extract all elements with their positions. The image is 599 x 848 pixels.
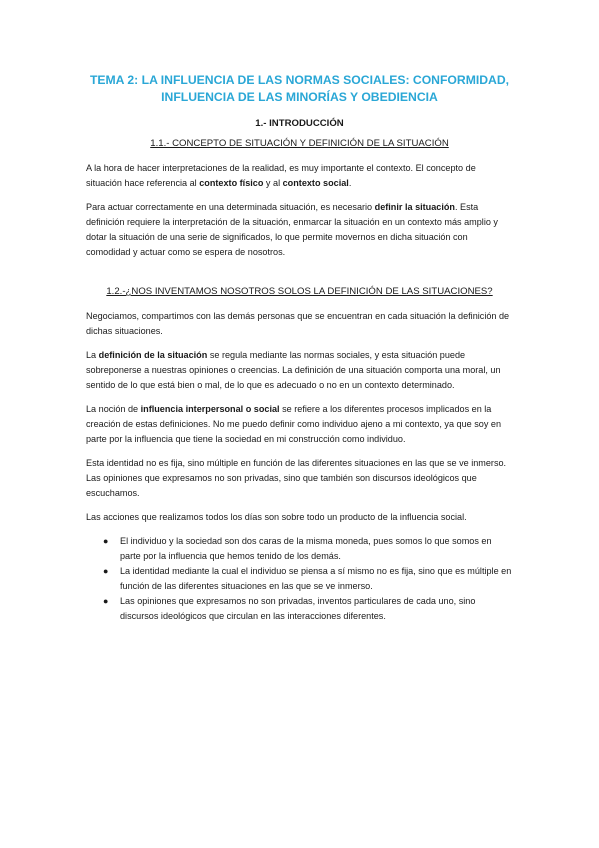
text-run: La [86, 350, 99, 360]
list-item-text: La identidad mediante la cual el individuo se piensa a sí mismo no es fija, sino que es múltiple en función de las diferentes situaciones en las que se ve inmerso. [120, 566, 512, 591]
subsection-heading-1-1: 1.1.- CONCEPTO DE SITUACIÓN Y DEFINICIÓN DE LA SITUACIÓN [150, 138, 449, 149]
document-title [86, 72, 513, 106]
title-line-1: TEMA 2: LA INFLUENCIA DE LAS NORMAS SOCIALES: CONFORMIDAD, [89, 73, 510, 87]
paragraph [86, 402, 513, 447]
text-run: . [348, 178, 352, 188]
text-run: se regula mediante las normas sociales, y esta situación puede sobreponerse a nuestras opiniones o creencias. La definición de una situación comporta una moral, un sentido de lo que está bien o mal, de lo que es adecuado o no en un contexto determinado. [86, 350, 501, 390]
bullet-list [86, 534, 513, 624]
subsection-heading-1-2: 1.2.-¿NOS INVENTAMOS NOSOTROS SOLOS LA DEFINICIÓN DE LAS SITUACIONES? [106, 286, 493, 297]
bold-term: definición de la situación [98, 350, 208, 360]
paragraph: Negociamos, compartimos con las demás personas que se encuentran en cada situación la definición de dichas situaciones. [86, 311, 510, 336]
list-item-text: El individuo y la sociedad son dos caras de la misma moneda, pues somos lo que somos en parte por la influencia que hemos tenido de los demás. [120, 536, 492, 561]
list-item [103, 534, 513, 564]
paragraph [86, 200, 513, 260]
bold-term: contexto social [282, 178, 349, 188]
bold-term: influencia interpersonal o social [140, 404, 280, 414]
section-heading-introduccion: 1.- INTRODUCCIÓN [255, 118, 344, 129]
text-run: A la hora de hacer interpretaciones de la realidad, es muy importante el contexto. El concepto de situación hace referencia al [86, 163, 476, 188]
bold-term: contexto físico [199, 178, 264, 188]
text-run: . Esta definición requiere la interpretación de la situación, enmarcar la situación en un contexto más amplio y dotar la situación de una serie de significados, lo que permite movernos en dicha situación con comodidad y actuar como se espera de nosotros. [86, 202, 498, 257]
list-item [103, 594, 513, 624]
spacer [86, 269, 513, 286]
text-run: Para actuar correctamente en una determinada situación, es necesario [86, 202, 375, 212]
bold-term: definir la situación [374, 202, 455, 212]
text-run: y al [263, 178, 283, 188]
text-run: La noción de [86, 404, 141, 414]
text-run: se refiere a los diferentes procesos implicados en la creación de estas definiciones. No me puedo definir como individuo ajeno a mi contexto, ya que soy en parte por la influencia que tiene la sociedad en mi construcción como individuo. [86, 404, 502, 444]
bullet-icon: ● [103, 566, 109, 576]
title-line-2: INFLUENCIA DE LAS MINORÍAS Y OBEDIENCIA [161, 90, 438, 104]
bullet-icon: ● [103, 536, 109, 546]
list-item [103, 564, 513, 594]
paragraph [86, 161, 513, 191]
paragraph: Esta identidad no es fija, sino múltiple en función de las diferentes situaciones en las que se ve inmerso. Las opiniones que expresamos no son privadas, sino que también son discursos ideológicos que escuchamos. [86, 458, 507, 498]
list-item-text: Las opiniones que expresamos no son privadas, inventos particulares de cada uno, sino discursos ideológicos que circulan en las interacciones diferentes. [120, 596, 476, 621]
paragraph: Las acciones que realizamos todos los días son sobre todo un producto de la influencia social. [86, 512, 467, 522]
bullet-icon: ● [103, 596, 109, 606]
paragraph [86, 348, 513, 393]
